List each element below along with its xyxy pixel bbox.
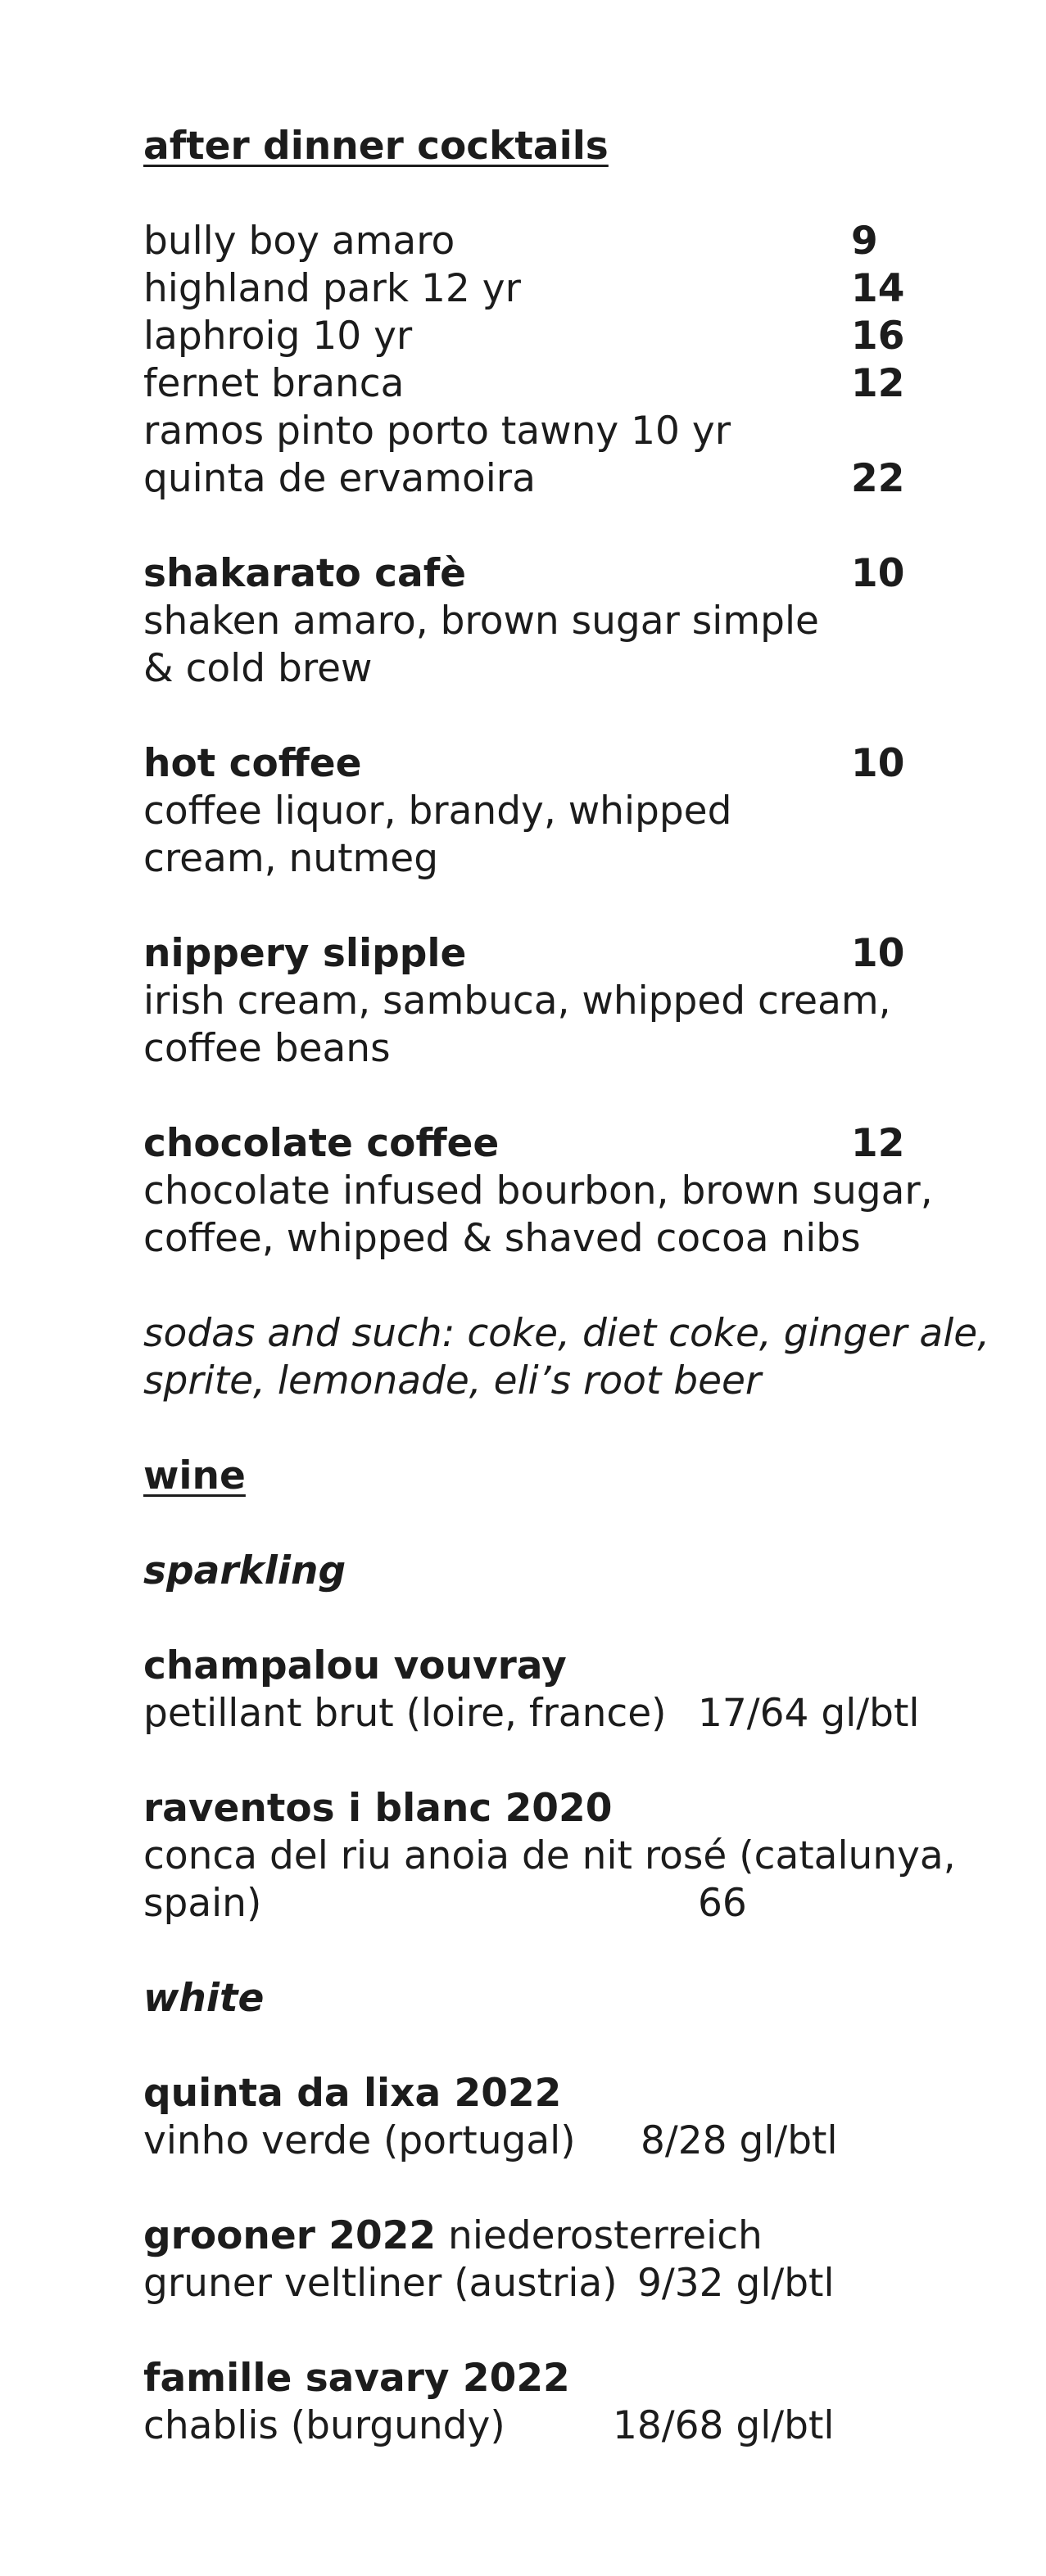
item-name: fernet branca bbox=[143, 361, 405, 406]
item-description: irish cream, sambuca, whipped cream, bbox=[143, 978, 891, 1024]
item-name: hot coffee bbox=[143, 741, 362, 786]
item-name: champalou vouvray bbox=[143, 1643, 567, 1688]
white-heading: white bbox=[143, 1976, 265, 2021]
item-description: cream, nutmeg bbox=[143, 836, 439, 881]
item-description: petillant brut (loire, france) bbox=[143, 1691, 667, 1736]
item-price: 17/64 gl/btl bbox=[698, 1691, 920, 1736]
item-description: spain) bbox=[143, 1881, 262, 1926]
item-name: bully boy amaro bbox=[143, 219, 455, 264]
cocktail-item bbox=[143, 740, 905, 883]
item-description: & cold brew bbox=[143, 646, 373, 691]
item-price: 10 bbox=[851, 551, 905, 596]
item-price: 12 bbox=[851, 1121, 905, 1166]
wine-item bbox=[143, 2355, 905, 2450]
item-price: 18/68 gl/btl bbox=[613, 2403, 835, 2448]
spirit-item bbox=[143, 455, 905, 503]
item-name: nippery slipple bbox=[143, 931, 467, 976]
item-name: laphroig 10 yr bbox=[143, 314, 413, 359]
sodas-note: sodas and such: coke, diet coke, ginger ale, bbox=[143, 1311, 990, 1356]
cocktail-item bbox=[143, 930, 905, 1073]
item-price: 14 bbox=[851, 266, 905, 311]
item-description: gruner veltliner (austria) bbox=[143, 2261, 618, 2306]
wine-item bbox=[143, 1643, 920, 1738]
item-name: highland park 12 yr bbox=[143, 266, 521, 311]
spirit-item bbox=[143, 360, 905, 408]
item-name: raventos i blanc 2020 bbox=[143, 1786, 613, 1831]
item-name: quinta de ervamoira bbox=[143, 456, 536, 501]
wine-item bbox=[143, 1785, 956, 1927]
after-dinner-heading: after dinner cocktails bbox=[143, 124, 609, 169]
spirit-item bbox=[143, 265, 905, 313]
item-description: vinho verde (portugal) bbox=[143, 2118, 576, 2163]
menu bbox=[143, 123, 990, 2450]
cocktail-item bbox=[143, 1120, 933, 1263]
item-description: conca del riu anoia de nit rosé (catalunya, bbox=[143, 1833, 956, 1878]
item-price: 10 bbox=[851, 931, 905, 976]
item-price: 8/28 gl/btl bbox=[641, 2118, 838, 2163]
spirit-item bbox=[143, 408, 905, 455]
wine-heading: wine bbox=[143, 1453, 246, 1498]
item-region: niederosterreich bbox=[448, 2213, 763, 2258]
item-price: 12 bbox=[851, 361, 905, 406]
sparkling-heading: sparkling bbox=[143, 1548, 346, 1593]
item-description: chocolate infused bourbon, brown sugar, bbox=[143, 1168, 933, 1213]
item-name: chocolate coffee bbox=[143, 1121, 500, 1166]
item-description: coffee, whipped & shaved cocoa nibs bbox=[143, 1216, 861, 1261]
item-price: 22 bbox=[851, 456, 905, 501]
item-price: 9/32 gl/btl bbox=[637, 2261, 835, 2306]
item-description: shaken amaro, brown sugar simple bbox=[143, 599, 819, 644]
item-name: shakarato cafè bbox=[143, 551, 467, 596]
item-price: 10 bbox=[851, 741, 905, 786]
item-description: coffee liquor, brandy, whipped bbox=[143, 789, 732, 834]
item-price: 9 bbox=[851, 219, 878, 264]
sodas-note: sprite, lemonade, eli’s root beer bbox=[143, 1358, 762, 1403]
item-price: 16 bbox=[851, 314, 905, 359]
item-name: grooner 2022 bbox=[143, 2213, 437, 2258]
wine-item bbox=[143, 2212, 905, 2307]
item-name: quinta da lixa 2022 bbox=[143, 2071, 562, 2116]
wine-item bbox=[143, 2070, 905, 2165]
cocktail-item bbox=[143, 550, 905, 693]
spirit-item bbox=[143, 218, 905, 265]
spirit-item bbox=[143, 313, 905, 360]
item-name: ramos pinto porto tawny 10 yr bbox=[143, 409, 731, 454]
item-price: 66 bbox=[698, 1881, 747, 1926]
item-name: famille savary 2022 bbox=[143, 2356, 570, 2401]
item-description: chablis (burgundy) bbox=[143, 2403, 505, 2448]
item-description: coffee beans bbox=[143, 1026, 391, 1071]
